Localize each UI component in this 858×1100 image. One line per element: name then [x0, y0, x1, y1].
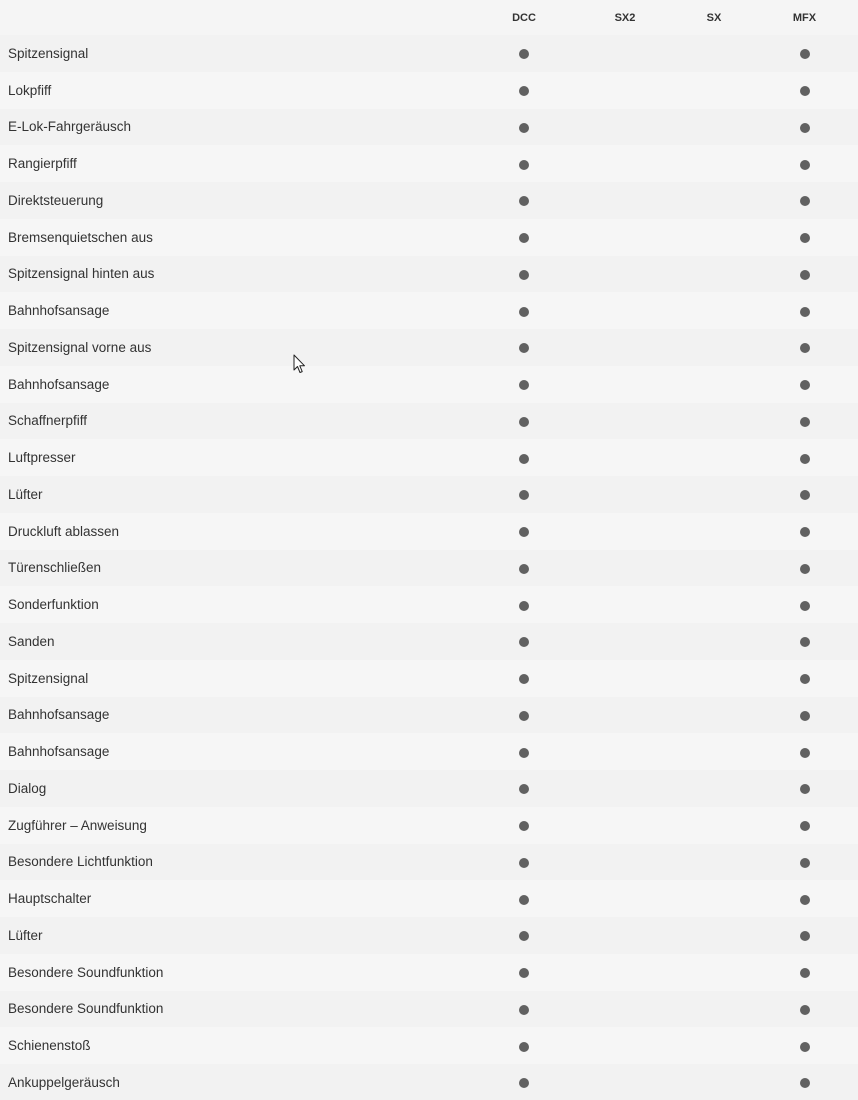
filled-dot-icon [800, 821, 810, 831]
cell-sx2 [573, 72, 677, 109]
cell-sx [677, 476, 751, 513]
cell-mfx [751, 917, 858, 954]
cell-dcc [475, 256, 573, 293]
table-row [0, 72, 858, 109]
cell-sx2 [573, 770, 677, 807]
filled-dot-icon [800, 1042, 810, 1052]
cell-mfx [751, 1064, 858, 1100]
filled-dot-icon [519, 490, 529, 500]
filled-dot-icon [519, 711, 529, 721]
filled-dot-icon [800, 784, 810, 794]
filled-dot-icon [800, 307, 810, 317]
filled-dot-icon [800, 748, 810, 758]
cell-dcc [475, 366, 573, 403]
cell-mfx [751, 403, 858, 440]
cell-mfx [751, 256, 858, 293]
filled-dot-icon [519, 123, 529, 133]
cell-sx [677, 256, 751, 293]
filled-dot-icon [519, 601, 529, 611]
cell-dcc [475, 954, 573, 991]
feature-label: Türenschließen [8, 560, 102, 576]
table-row [0, 366, 858, 403]
cell-sx2 [573, 586, 677, 623]
table-row [0, 513, 858, 550]
cell-mfx [751, 807, 858, 844]
table-row [0, 292, 858, 329]
feature-label: Direktsteuerung [8, 192, 104, 208]
header-sx: SX [677, 0, 751, 35]
cell-mfx [751, 1027, 858, 1064]
filled-dot-icon [519, 748, 529, 758]
filled-dot-icon [800, 380, 810, 390]
feature-label: Sonderfunktion [8, 597, 99, 613]
cell-sx [677, 954, 751, 991]
filled-dot-icon [519, 196, 529, 206]
cell-mfx [751, 366, 858, 403]
cell-sx2 [573, 880, 677, 917]
table-row [0, 550, 858, 587]
cell-sx [677, 697, 751, 734]
cell-sx2 [573, 660, 677, 697]
filled-dot-icon [519, 1078, 529, 1088]
cell-sx2 [573, 917, 677, 954]
filled-dot-icon [519, 527, 529, 537]
feature-label: Dialog [8, 780, 47, 796]
cell-sx [677, 35, 751, 72]
cell-sx2 [573, 182, 677, 219]
feature-label: Bahnhofsansage [8, 744, 110, 760]
filled-dot-icon [800, 931, 810, 941]
filled-dot-icon [519, 86, 529, 96]
cell-sx [677, 991, 751, 1028]
cell-dcc [475, 623, 573, 660]
cell-mfx [751, 991, 858, 1028]
filled-dot-icon [800, 858, 810, 868]
cell-dcc [475, 182, 573, 219]
cell-sx [677, 72, 751, 109]
cell-dcc [475, 329, 573, 366]
table-row [0, 476, 858, 513]
feature-label: Spitzensignal [8, 670, 89, 686]
filled-dot-icon [800, 1005, 810, 1015]
cell-dcc [475, 476, 573, 513]
filled-dot-icon [519, 637, 529, 647]
table-row [0, 623, 858, 660]
feature-label: Spitzensignal [8, 45, 89, 61]
filled-dot-icon [519, 49, 529, 59]
feature-label: Lokpfiff [8, 82, 52, 98]
filled-dot-icon [800, 674, 810, 684]
filled-dot-icon [800, 895, 810, 905]
table-row [0, 439, 858, 476]
table-row [0, 403, 858, 440]
filled-dot-icon [519, 674, 529, 684]
cell-dcc [475, 109, 573, 146]
filled-dot-icon [519, 233, 529, 243]
cell-sx2 [573, 623, 677, 660]
cell-mfx [751, 219, 858, 256]
filled-dot-icon [519, 343, 529, 353]
feature-label: Besondere Soundfunktion [8, 964, 164, 980]
filled-dot-icon [800, 270, 810, 280]
cell-dcc [475, 770, 573, 807]
table-row [0, 733, 858, 770]
cell-sx2 [573, 954, 677, 991]
cell-sx2 [573, 329, 677, 366]
filled-dot-icon [519, 307, 529, 317]
header-dcc: DCC [475, 0, 573, 35]
cell-sx [677, 1027, 751, 1064]
feature-label: Bremsenquietschen aus [8, 229, 153, 245]
cell-mfx [751, 733, 858, 770]
cell-sx [677, 733, 751, 770]
table-row [0, 807, 858, 844]
table-row [0, 770, 858, 807]
table-row [0, 697, 858, 734]
cell-sx2 [573, 807, 677, 844]
cell-dcc [475, 219, 573, 256]
feature-label: Spitzensignal hinten aus [8, 266, 155, 282]
feature-label: Zugführer – Anweisung [8, 817, 147, 833]
cell-sx [677, 550, 751, 587]
feature-label: Bahnhofsansage [8, 707, 110, 723]
table-row [0, 256, 858, 293]
cell-sx [677, 109, 751, 146]
feature-label: Lüfter [8, 927, 43, 943]
cell-mfx [751, 954, 858, 991]
cell-sx2 [573, 1027, 677, 1064]
cell-dcc [475, 697, 573, 734]
cell-dcc [475, 35, 573, 72]
feature-label: E-Lok-Fahrgeräusch [8, 119, 132, 135]
filled-dot-icon [800, 196, 810, 206]
filled-dot-icon [519, 270, 529, 280]
filled-dot-icon [800, 160, 810, 170]
cell-sx2 [573, 550, 677, 587]
cell-dcc [475, 660, 573, 697]
table-header-row [0, 0, 858, 35]
table-row [0, 329, 858, 366]
feature-label: Rangierpfiff [8, 156, 77, 172]
cell-mfx [751, 72, 858, 109]
cell-mfx [751, 439, 858, 476]
cell-mfx [751, 844, 858, 881]
filled-dot-icon [519, 821, 529, 831]
filled-dot-icon [800, 711, 810, 721]
table-row [0, 954, 858, 991]
feature-label: Bahnhofsansage [8, 376, 110, 392]
table-row [0, 182, 858, 219]
table-row [0, 991, 858, 1028]
cell-sx [677, 513, 751, 550]
header-sx2: SX2 [573, 0, 677, 35]
cell-dcc [475, 145, 573, 182]
cell-dcc [475, 403, 573, 440]
filled-dot-icon [519, 968, 529, 978]
table-body [0, 35, 858, 1100]
cell-sx [677, 292, 751, 329]
cell-sx [677, 403, 751, 440]
table-row [0, 35, 858, 72]
filled-dot-icon [519, 380, 529, 390]
cell-sx [677, 880, 751, 917]
cell-sx2 [573, 697, 677, 734]
cell-dcc [475, 917, 573, 954]
filled-dot-icon [800, 968, 810, 978]
cell-mfx [751, 770, 858, 807]
filled-dot-icon [800, 343, 810, 353]
cell-mfx [751, 660, 858, 697]
cell-sx [677, 366, 751, 403]
cell-mfx [751, 880, 858, 917]
cell-sx [677, 917, 751, 954]
feature-label: Schienenstoß [8, 1038, 91, 1054]
filled-dot-icon [519, 1042, 529, 1052]
cell-mfx [751, 586, 858, 623]
header-feature [0, 0, 475, 35]
cell-mfx [751, 697, 858, 734]
feature-label: Hauptschalter [8, 891, 92, 907]
filled-dot-icon [800, 601, 810, 611]
filled-dot-icon [519, 160, 529, 170]
table-row [0, 844, 858, 881]
table-row [0, 1027, 858, 1064]
cell-dcc [475, 292, 573, 329]
filled-dot-icon [800, 564, 810, 574]
cell-dcc [475, 844, 573, 881]
cell-sx2 [573, 733, 677, 770]
feature-label: Ankuppelgeräusch [8, 1074, 120, 1090]
cell-sx2 [573, 292, 677, 329]
cell-sx2 [573, 219, 677, 256]
cell-sx [677, 182, 751, 219]
cell-dcc [475, 586, 573, 623]
table-row [0, 880, 858, 917]
feature-label: Sanden [8, 633, 55, 649]
cell-mfx [751, 35, 858, 72]
cell-sx [677, 329, 751, 366]
table-row [0, 109, 858, 146]
filled-dot-icon [800, 49, 810, 59]
cell-sx [677, 844, 751, 881]
cell-sx2 [573, 366, 677, 403]
cell-mfx [751, 109, 858, 146]
table-row [0, 1064, 858, 1100]
cell-mfx [751, 292, 858, 329]
cell-mfx [751, 550, 858, 587]
cell-mfx [751, 329, 858, 366]
filled-dot-icon [519, 858, 529, 868]
cell-sx [677, 439, 751, 476]
feature-label: Druckluft ablassen [8, 523, 120, 539]
feature-label: Schaffnerpfiff [8, 413, 88, 429]
filled-dot-icon [519, 564, 529, 574]
cell-sx [677, 219, 751, 256]
cell-dcc [475, 439, 573, 476]
table-row [0, 145, 858, 182]
cell-dcc [475, 1064, 573, 1100]
cell-sx [677, 770, 751, 807]
cell-dcc [475, 880, 573, 917]
filled-dot-icon [519, 931, 529, 941]
filled-dot-icon [800, 86, 810, 96]
cell-dcc [475, 733, 573, 770]
cell-sx2 [573, 1064, 677, 1100]
cell-sx [677, 145, 751, 182]
table-row [0, 660, 858, 697]
table-row [0, 917, 858, 954]
filled-dot-icon [800, 233, 810, 243]
cell-sx2 [573, 476, 677, 513]
filled-dot-icon [519, 895, 529, 905]
feature-label: Besondere Lichtfunktion [8, 854, 153, 870]
filled-dot-icon [800, 637, 810, 647]
header-mfx: MFX [751, 0, 858, 35]
cell-sx2 [573, 109, 677, 146]
filled-dot-icon [800, 454, 810, 464]
cell-mfx [751, 623, 858, 660]
cell-sx2 [573, 256, 677, 293]
feature-label: Spitzensignal vorne aus [8, 339, 152, 355]
cell-sx2 [573, 513, 677, 550]
filled-dot-icon [519, 454, 529, 464]
filled-dot-icon [800, 527, 810, 537]
cell-mfx [751, 145, 858, 182]
cell-dcc [475, 1027, 573, 1064]
cell-dcc [475, 513, 573, 550]
table-row [0, 219, 858, 256]
cell-sx2 [573, 145, 677, 182]
cell-dcc [475, 991, 573, 1028]
filled-dot-icon [519, 417, 529, 427]
feature-label: Bahnhofsansage [8, 303, 110, 319]
feature-label: Luftpresser [8, 450, 76, 466]
filled-dot-icon [800, 123, 810, 133]
cell-mfx [751, 513, 858, 550]
filled-dot-icon [800, 417, 810, 427]
cell-sx2 [573, 403, 677, 440]
feature-label: Lüfter [8, 486, 43, 502]
table-row [0, 586, 858, 623]
cell-mfx [751, 476, 858, 513]
cell-mfx [751, 182, 858, 219]
cell-dcc [475, 550, 573, 587]
cell-dcc [475, 807, 573, 844]
cell-sx [677, 623, 751, 660]
filled-dot-icon [519, 1005, 529, 1015]
cell-sx [677, 807, 751, 844]
cell-dcc [475, 72, 573, 109]
cell-sx [677, 660, 751, 697]
filled-dot-icon [800, 490, 810, 500]
cell-sx [677, 1064, 751, 1100]
feature-label: Besondere Soundfunktion [8, 1001, 164, 1017]
filled-dot-icon [800, 1078, 810, 1088]
cell-sx2 [573, 439, 677, 476]
cell-sx2 [573, 35, 677, 72]
cell-sx [677, 586, 751, 623]
filled-dot-icon [519, 784, 529, 794]
cell-sx2 [573, 844, 677, 881]
cell-sx2 [573, 991, 677, 1028]
